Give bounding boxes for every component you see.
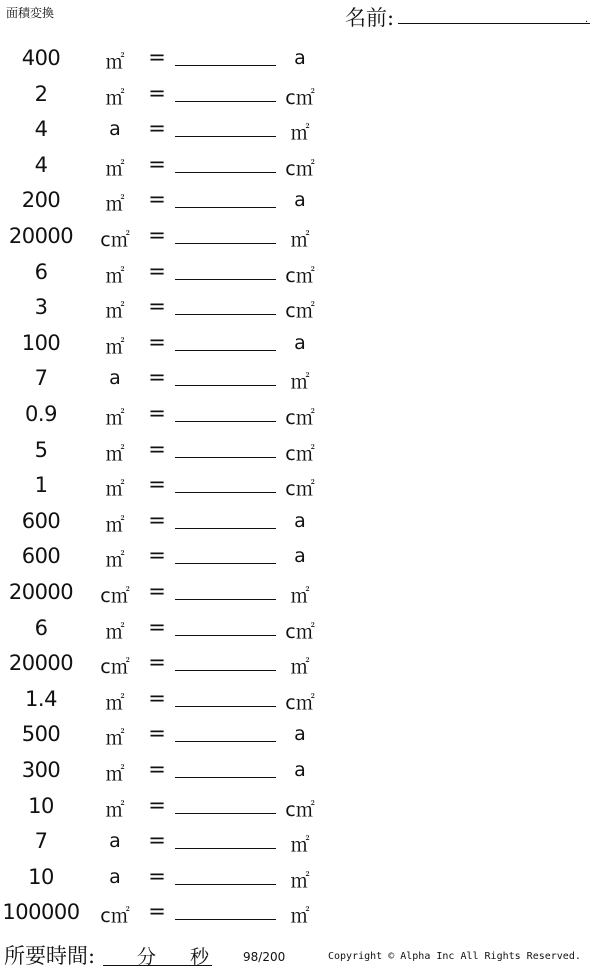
equals-sign: =	[148, 80, 166, 105]
source-unit: ㎡	[105, 264, 125, 287]
source-unit: ㎡	[105, 763, 125, 785]
problem-row	[0, 180, 600, 216]
problem-value: 1	[34, 473, 48, 498]
source-unit: c㎡	[100, 585, 130, 607]
equals-sign: =	[148, 507, 166, 532]
target-unit: c㎡	[285, 86, 315, 109]
problem-value: 500	[21, 722, 61, 747]
target-unit: c㎡	[285, 620, 315, 643]
problem-value: 600	[21, 544, 61, 569]
source-unit: ㎡	[105, 727, 125, 750]
source-unit: c㎡	[100, 229, 130, 251]
equals-sign: =	[148, 472, 166, 497]
source-unit: ㎡	[105, 157, 125, 180]
problem-value: 7	[34, 366, 48, 391]
footer	[0, 940, 600, 967]
source-unit: ㎡	[105, 549, 125, 572]
problem-row	[0, 323, 600, 359]
target-unit: ㎡	[290, 834, 310, 857]
answer-blank[interactable]	[175, 813, 276, 814]
source-unit: c㎡	[100, 905, 130, 928]
target-unit: c㎡	[285, 691, 315, 714]
answer-blank[interactable]	[175, 563, 276, 564]
source-unit: c㎡	[100, 656, 130, 679]
problem-value: 100	[21, 330, 61, 355]
equals-sign: =	[148, 863, 166, 888]
target-unit: a	[294, 759, 306, 781]
problem-row	[0, 536, 600, 572]
answer-blank[interactable]	[175, 243, 276, 244]
target-unit: ㎡	[290, 122, 310, 145]
target-unit: ㎡	[290, 656, 310, 679]
equals-sign: =	[148, 685, 166, 710]
target-unit: c㎡	[285, 442, 315, 465]
answer-blank[interactable]	[175, 350, 276, 351]
answer-blank[interactable]	[175, 599, 276, 600]
problem-value: 4	[34, 152, 48, 177]
name-field-dot: .	[585, 14, 589, 25]
equals-sign: =	[148, 187, 166, 212]
answer-blank[interactable]	[175, 884, 276, 885]
answer-blank[interactable]	[175, 279, 276, 280]
target-unit: c㎡	[285, 300, 315, 323]
source-unit: ㎡	[105, 86, 125, 109]
target-unit: c㎡	[285, 798, 315, 821]
problem-value: 10	[28, 793, 54, 818]
answer-blank[interactable]	[175, 207, 276, 208]
equals-sign: =	[148, 899, 166, 924]
name-label: 名前:	[345, 6, 395, 30]
equals-sign: =	[148, 650, 166, 675]
problem-value: 200	[21, 188, 61, 213]
source-unit: ㎡	[105, 513, 125, 536]
answer-blank[interactable]	[175, 670, 276, 671]
answer-blank[interactable]	[175, 457, 276, 458]
problem-value: 10	[28, 864, 54, 889]
problem-row	[0, 679, 600, 715]
problem-row	[0, 786, 600, 822]
answer-blank[interactable]	[175, 635, 276, 636]
answer-blank[interactable]	[175, 848, 276, 849]
answer-blank[interactable]	[175, 172, 276, 173]
answer-blank[interactable]	[175, 385, 276, 386]
problem-row	[0, 750, 600, 786]
problem-row	[0, 287, 600, 323]
source-unit: ㎡	[105, 51, 125, 73]
equals-sign: =	[148, 721, 166, 746]
equals-sign: =	[148, 294, 166, 319]
problem-row	[0, 643, 600, 679]
source-unit: ㎡	[105, 335, 125, 358]
problem-row	[0, 145, 600, 181]
problem-value: 0.9	[25, 402, 57, 426]
problem-row	[0, 572, 600, 608]
equals-sign: =	[148, 329, 166, 354]
problem-row	[0, 501, 600, 537]
problem-row	[0, 358, 600, 394]
equals-sign: =	[148, 436, 166, 461]
problem-row	[0, 394, 600, 430]
target-unit: a	[294, 509, 306, 532]
source-unit: ㎡	[105, 442, 125, 465]
answer-blank[interactable]	[175, 421, 276, 422]
equals-sign: =	[148, 223, 166, 247]
equals-sign: =	[148, 365, 166, 390]
equals-sign: =	[148, 579, 166, 603]
equals-sign: =	[148, 828, 166, 853]
equals-sign: =	[148, 792, 166, 817]
source-unit: ㎡	[105, 478, 125, 501]
time-required-label: 所要時間:	[4, 944, 96, 968]
answer-blank[interactable]	[175, 741, 276, 742]
problem-row	[0, 109, 600, 145]
target-unit: c㎡	[285, 264, 315, 287]
target-unit: c㎡	[285, 157, 315, 180]
problem-row	[0, 821, 600, 857]
equals-sign: =	[148, 543, 166, 568]
source-unit: a	[109, 367, 121, 390]
problem-row	[0, 38, 600, 74]
source-unit: a	[109, 865, 121, 888]
target-unit: c㎡	[285, 407, 315, 429]
problem-value: 400	[21, 46, 61, 70]
target-unit: ㎡	[290, 585, 310, 607]
name-field-line[interactable]	[398, 23, 590, 24]
answer-blank[interactable]	[175, 101, 276, 102]
source-unit: ㎡	[105, 620, 125, 643]
problem-value: 3	[34, 295, 48, 320]
target-unit: a	[294, 47, 306, 69]
equals-sign: =	[148, 45, 166, 69]
problem-value: 300	[21, 758, 61, 782]
source-unit: ㎡	[105, 407, 125, 429]
seconds-label: 秒	[190, 946, 210, 968]
problem-value: 5	[34, 437, 48, 462]
problem-value: 100000	[2, 900, 80, 925]
source-unit: ㎡	[105, 300, 125, 323]
equals-sign: =	[148, 401, 166, 425]
equals-sign: =	[148, 614, 166, 639]
target-unit: a	[294, 189, 306, 212]
problem-row	[0, 74, 600, 110]
target-unit: ㎡	[290, 905, 310, 928]
target-unit: ㎡	[290, 229, 310, 251]
answer-blank[interactable]	[175, 919, 276, 920]
problem-row	[0, 465, 600, 501]
problem-value: 20000	[8, 224, 74, 248]
target-unit: a	[294, 331, 306, 354]
equals-sign: =	[148, 757, 166, 781]
answer-blank[interactable]	[175, 528, 276, 529]
target-unit: ㎡	[290, 869, 310, 892]
source-unit: ㎡	[105, 193, 125, 216]
answer-blank[interactable]	[175, 136, 276, 137]
problem-value: 20000	[8, 651, 74, 676]
problem-row	[0, 216, 600, 252]
problem-row	[0, 608, 600, 644]
source-unit: ㎡	[105, 798, 125, 821]
target-unit: c㎡	[285, 478, 315, 501]
problem-value: 6	[34, 259, 48, 284]
equals-sign: =	[148, 116, 166, 141]
problem-value: 600	[21, 508, 61, 533]
target-unit: a	[294, 545, 306, 568]
answer-blank[interactable]	[175, 492, 276, 493]
problem-value: 6	[34, 615, 48, 640]
worksheet-title: 面積変換	[6, 6, 55, 20]
target-unit: a	[294, 723, 306, 746]
problem-row	[0, 857, 600, 893]
problem-row	[0, 252, 600, 288]
problem-value: 7	[34, 829, 48, 854]
answer-blank[interactable]	[175, 777, 276, 778]
equals-sign: =	[148, 258, 166, 283]
source-unit: a	[109, 830, 121, 853]
minutes-label: 分	[137, 946, 157, 968]
problem-value: 20000	[8, 580, 74, 604]
problem-value: 2	[34, 81, 48, 106]
problem-row	[0, 430, 600, 466]
problem-value: 4	[34, 117, 48, 142]
equals-sign: =	[148, 151, 166, 176]
score: 98/200	[243, 950, 286, 964]
copyright: Copyright © Alpha Inc All Rights Reserved.	[328, 951, 581, 962]
problem-row	[0, 892, 600, 928]
problem-row	[0, 714, 600, 750]
target-unit: ㎡	[290, 371, 310, 394]
answer-blank[interactable]	[175, 706, 276, 707]
problem-value: 1.4	[25, 686, 57, 711]
answer-blank[interactable]	[175, 314, 276, 315]
answer-blank[interactable]	[175, 65, 276, 66]
source-unit: ㎡	[105, 691, 125, 714]
source-unit: a	[109, 118, 121, 141]
